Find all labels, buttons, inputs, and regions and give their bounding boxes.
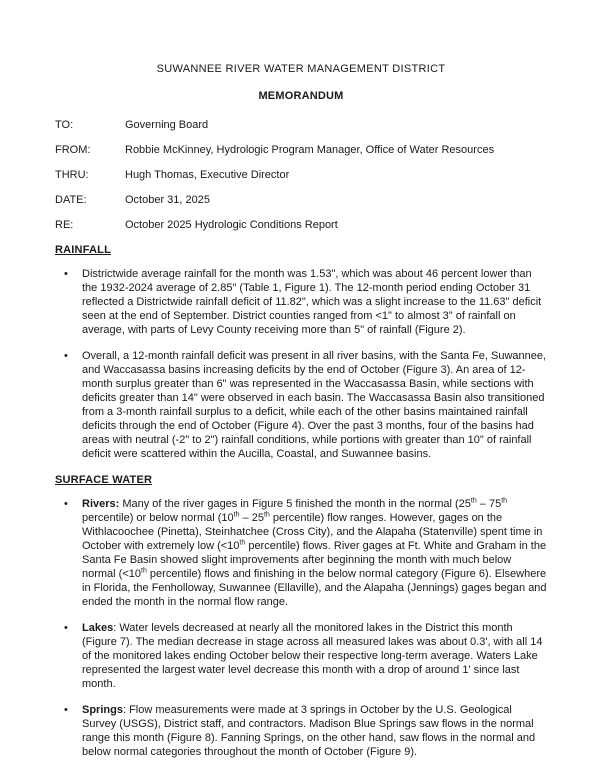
bullet-icon: • [64, 268, 68, 280]
memo-field-thru [55, 168, 547, 182]
field-value-date: October 31, 2025 [125, 194, 211, 206]
field-label-to: TO: [55, 119, 74, 131]
field-value-to: Governing Board [125, 119, 209, 131]
surface-water-bullet-list [55, 497, 547, 759]
field-label-re: RE: [55, 219, 74, 231]
section-heading-rainfall: RAINFALL [55, 244, 111, 256]
bullet-text: Rivers: Many of the river gages in Figure 5 finished the month in the normal (25th – 75th percentile) or below normal (10th – 25th percentile) flow ranges. However, gages on the Withlacoochee (Pinetta), Steinhatchee (Cross City), and the Alapaha (Statenville) spent time in October with extremely low (<10th percentile) flows. River gages at Ft. White and Graham in the Santa Fe Basin showed slight improvements after beginning the month with much below normal (<10th percentile) flows and finishing in the below normal category (Figure 6). Elsewhere in Florida, the Fenholloway, Suwannee (Ellaville), and the Alapaha (Jennings) gages began and ended the month in the normal flow range. [82, 497, 547, 608]
section-rainfall [55, 243, 547, 461]
field-value-from: Robbie McKinney, Hydrologic Program Manager, Office of Water Resources [125, 144, 495, 156]
bullet-text: Districtwide average rainfall for the month was 1.53", which was about 46 percent lower than the 1932-2024 average of 2.85" (Table 1, Figure 1). The 12-month period ending October 31 reflected a Districtwide rainfall deficit of 11.82", which was a slight increase to the 11.63" deficit seen at the end of September. District counties ranged from <1" to almost 3" of rainfall on average, with parts of Levy County receiving more than 5" of rainfall (Figure 2). [82, 268, 542, 336]
memo-field-date [55, 193, 547, 207]
bullet-icon: • [64, 498, 68, 510]
bullet-item-rivers [55, 497, 547, 609]
memo-field-to [55, 118, 547, 132]
field-label-date: DATE: [55, 194, 87, 206]
field-label-thru: THRU: [55, 169, 89, 181]
memo-field-from [55, 143, 547, 157]
section-surface-water [55, 473, 547, 759]
bullet-item-rainfall-basins [55, 349, 547, 461]
bullet-item-rainfall-summary [55, 267, 547, 337]
bullet-text: Lakes: Water levels decreased at nearly all the monitored lakes in the District this month (Figure 7). The median decrease in stage across all measured lakes was about 0.3', with all 14 of the monitored lakes ending October below their respective long-term average. Waters Lake represented the largest water level decrease this month with a drop of around 1' since last month. [82, 622, 543, 690]
bullet-item-lakes [55, 621, 547, 691]
bullet-icon: • [64, 704, 68, 716]
bullet-icon: • [64, 350, 68, 362]
bullet-text: Overall, a 12-month rainfall deficit was present in all river basins, with the Santa Fe, Suwannee, and Waccasassa basins increasing deficits by the end of October (Figure 3). An area of 12-month surplus greater than 6" was represented in the Waccasassa Basin, while sections with deficits greater than 14" were observed in each basin. The Waccasassa Basin also transitioned from a 3-month rainfall surplus to a deficit, while each of the other basins maintained rainfall deficits through the end of October (Figure 4). Over the past 3 months, four of the basins had areas with neutral (-2" to 2") rainfall conditions, while portions with greater than 10" of rainfall deficit were scattered within the Aucilla, Coastal, and Suwannee basins. [82, 350, 547, 460]
bullet-text: Springs: Flow measurements were made at 3 springs in October by the U.S. Geological Survey (USGS), District staff, and contractors. Madison Blue Springs saw flows in the normal range this month (Figure 8). Fanning Springs, on the other hand, saw flows in the normal and below normal categories throughout the month of October (Figure 9). [82, 704, 536, 758]
section-heading-surface-water: SURFACE WATER [55, 474, 153, 486]
field-value-thru: Hugh Thomas, Executive Director [125, 169, 290, 181]
field-label-from: FROM: [55, 144, 91, 156]
field-value-re: October 2025 Hydrologic Conditions Report [125, 219, 338, 231]
bullet-icon: • [64, 622, 68, 634]
document-title: SUWANNEE RIVER WATER MANAGEMENT DISTRICT [156, 63, 446, 75]
memo-header-fields [55, 118, 547, 232]
bullet-item-springs [55, 703, 547, 759]
document-subtitle: MEMORANDUM [258, 90, 344, 102]
memo-field-re [55, 218, 547, 232]
rainfall-bullet-list [55, 267, 547, 461]
